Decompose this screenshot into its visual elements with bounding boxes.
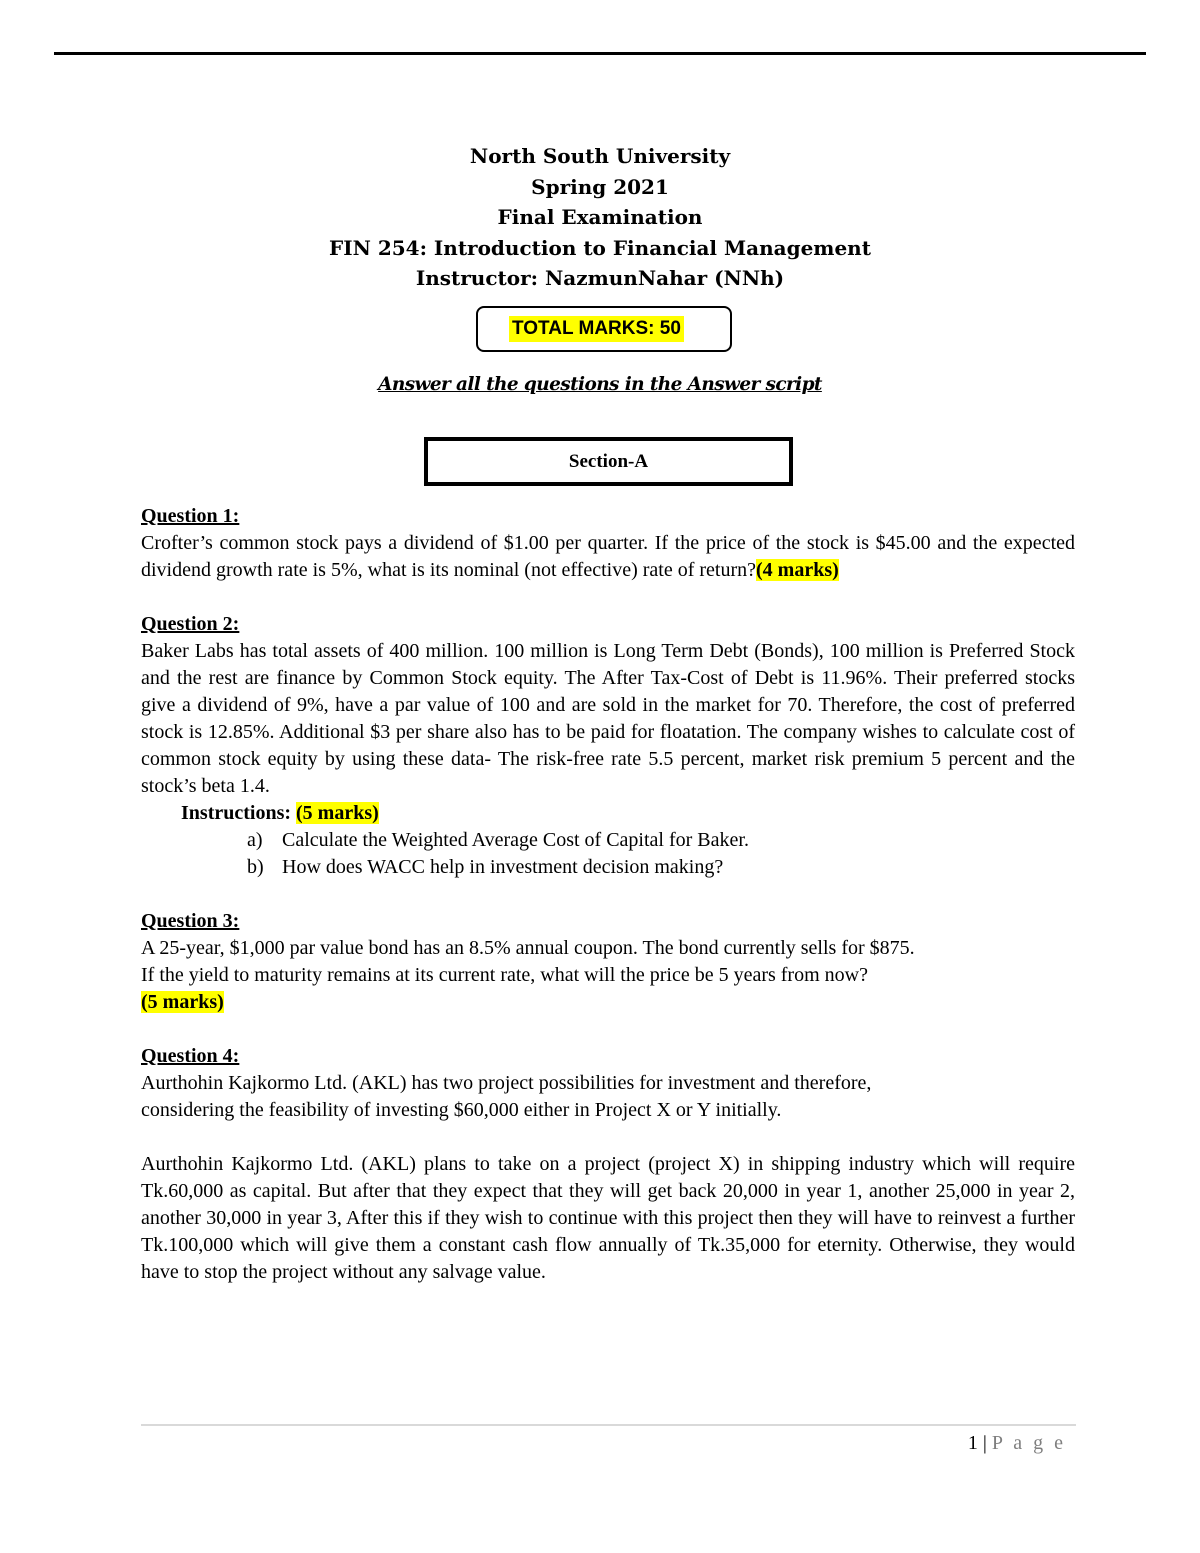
- course-title: FIN 254: Introduction to Financial Management: [329, 235, 871, 260]
- section-a-box: [424, 437, 793, 486]
- question-3-line-2: If the yield to maturity remains at its current rate, what will the price be 5 years from now?: [141, 964, 868, 986]
- question-2-text: Baker Labs has total assets of 400 million. 100 million is Long Term Debt (Bonds), 100 million is Preferred Stock and the rest are finance by Common Stock equity. The After Tax-Cost of Debt is 11.96%. Their preferred stocks give a dividend of 9%, have a par value of 100 and are sold in the market for 70. Therefore, the cost of preferred stock is 12.85%. Additional $3 per share also has to be paid for floatation. The company wishes to calculate cost of common stock equity by using these data- The risk-free rate 5.5 percent, market risk premium 5 percent and the stock’s beta 1.4.: [141, 640, 1075, 797]
- question-1-marks: (4 marks): [756, 559, 839, 581]
- total-marks-box: [476, 306, 732, 352]
- page-label: P a g e: [991, 1432, 1066, 1454]
- question-1-body: Crofter’s common stock pays a dividend of $1.00 per quarter. If the price of the stock is $45.00 and the expected dividend growth rate is 5%, what is its nominal (not effective) rate of return?: [141, 532, 1075, 581]
- question-3-line-1: A 25-year, $1,000 par value bond has an 8.5% annual coupon. The bond currently sells for $875.: [141, 937, 915, 959]
- list-marker: a): [247, 829, 263, 851]
- question-4-heading: Question 4:: [141, 1045, 240, 1067]
- footer-rule: [141, 1424, 1076, 1426]
- exam-title: Final Examination: [497, 205, 703, 229]
- section-title: Section-A: [568, 450, 649, 472]
- exam-header: [0, 141, 1200, 294]
- list-item: [141, 827, 1075, 854]
- list-item-text: How does WACC help in investment decision making?: [282, 856, 724, 878]
- instructor: Instructor: NazmunNahar (NNh): [415, 266, 785, 290]
- question-4-line-2: considering the feasibility of investing $60,000 either in Project X or Y initially.: [141, 1099, 782, 1121]
- question-1-text: [141, 530, 1075, 584]
- page-footer: [968, 1431, 1066, 1455]
- question-4-line-1: Aurthohin Kajkormo Ltd. (AKL) has two project possibilities for investment and therefore,: [141, 1072, 872, 1094]
- list-marker: b): [247, 856, 264, 878]
- list-item-text: Calculate the Weighted Average Cost of Capital for Baker.: [282, 829, 749, 851]
- question-1-heading: Question 1:: [141, 505, 240, 527]
- top-rule: [54, 52, 1146, 55]
- instructions-label: Instructions:: [181, 802, 292, 824]
- question-2-marks: (5 marks): [296, 802, 379, 824]
- question-2-instructions: [141, 800, 1075, 827]
- question-4-paragraph-2: Aurthohin Kajkormo Ltd. (AKL) plans to take on a project (project X) in shipping industry which will require Tk.60,000 as capital. But after that they expect that they will get back 20,000 in year 1, another 25,000 in year 2, another 30,000 in year 3, After this if they wish to continue with this project then they will have to reinvest a further Tk.100,000 which will give them a constant cash flow annually of Tk.35,000 for eternity. Otherwise, they would have to stop the project without any salvage value.: [141, 1153, 1075, 1283]
- question-3-marks: (5 marks): [141, 991, 224, 1013]
- answer-instruction: Answer all the questions in the Answer script: [378, 374, 822, 395]
- question-3-heading: Question 3:: [141, 910, 240, 932]
- total-marks: TOTAL MARKS: 50: [509, 316, 684, 342]
- university-name: North South University: [469, 144, 731, 168]
- term: Spring 2021: [531, 174, 669, 199]
- questions-body: [141, 503, 1075, 1286]
- question-2-heading: Question 2:: [141, 613, 240, 635]
- page-number: 1: [967, 1432, 978, 1454]
- page-separator: |: [982, 1432, 987, 1454]
- list-item: [141, 854, 1075, 881]
